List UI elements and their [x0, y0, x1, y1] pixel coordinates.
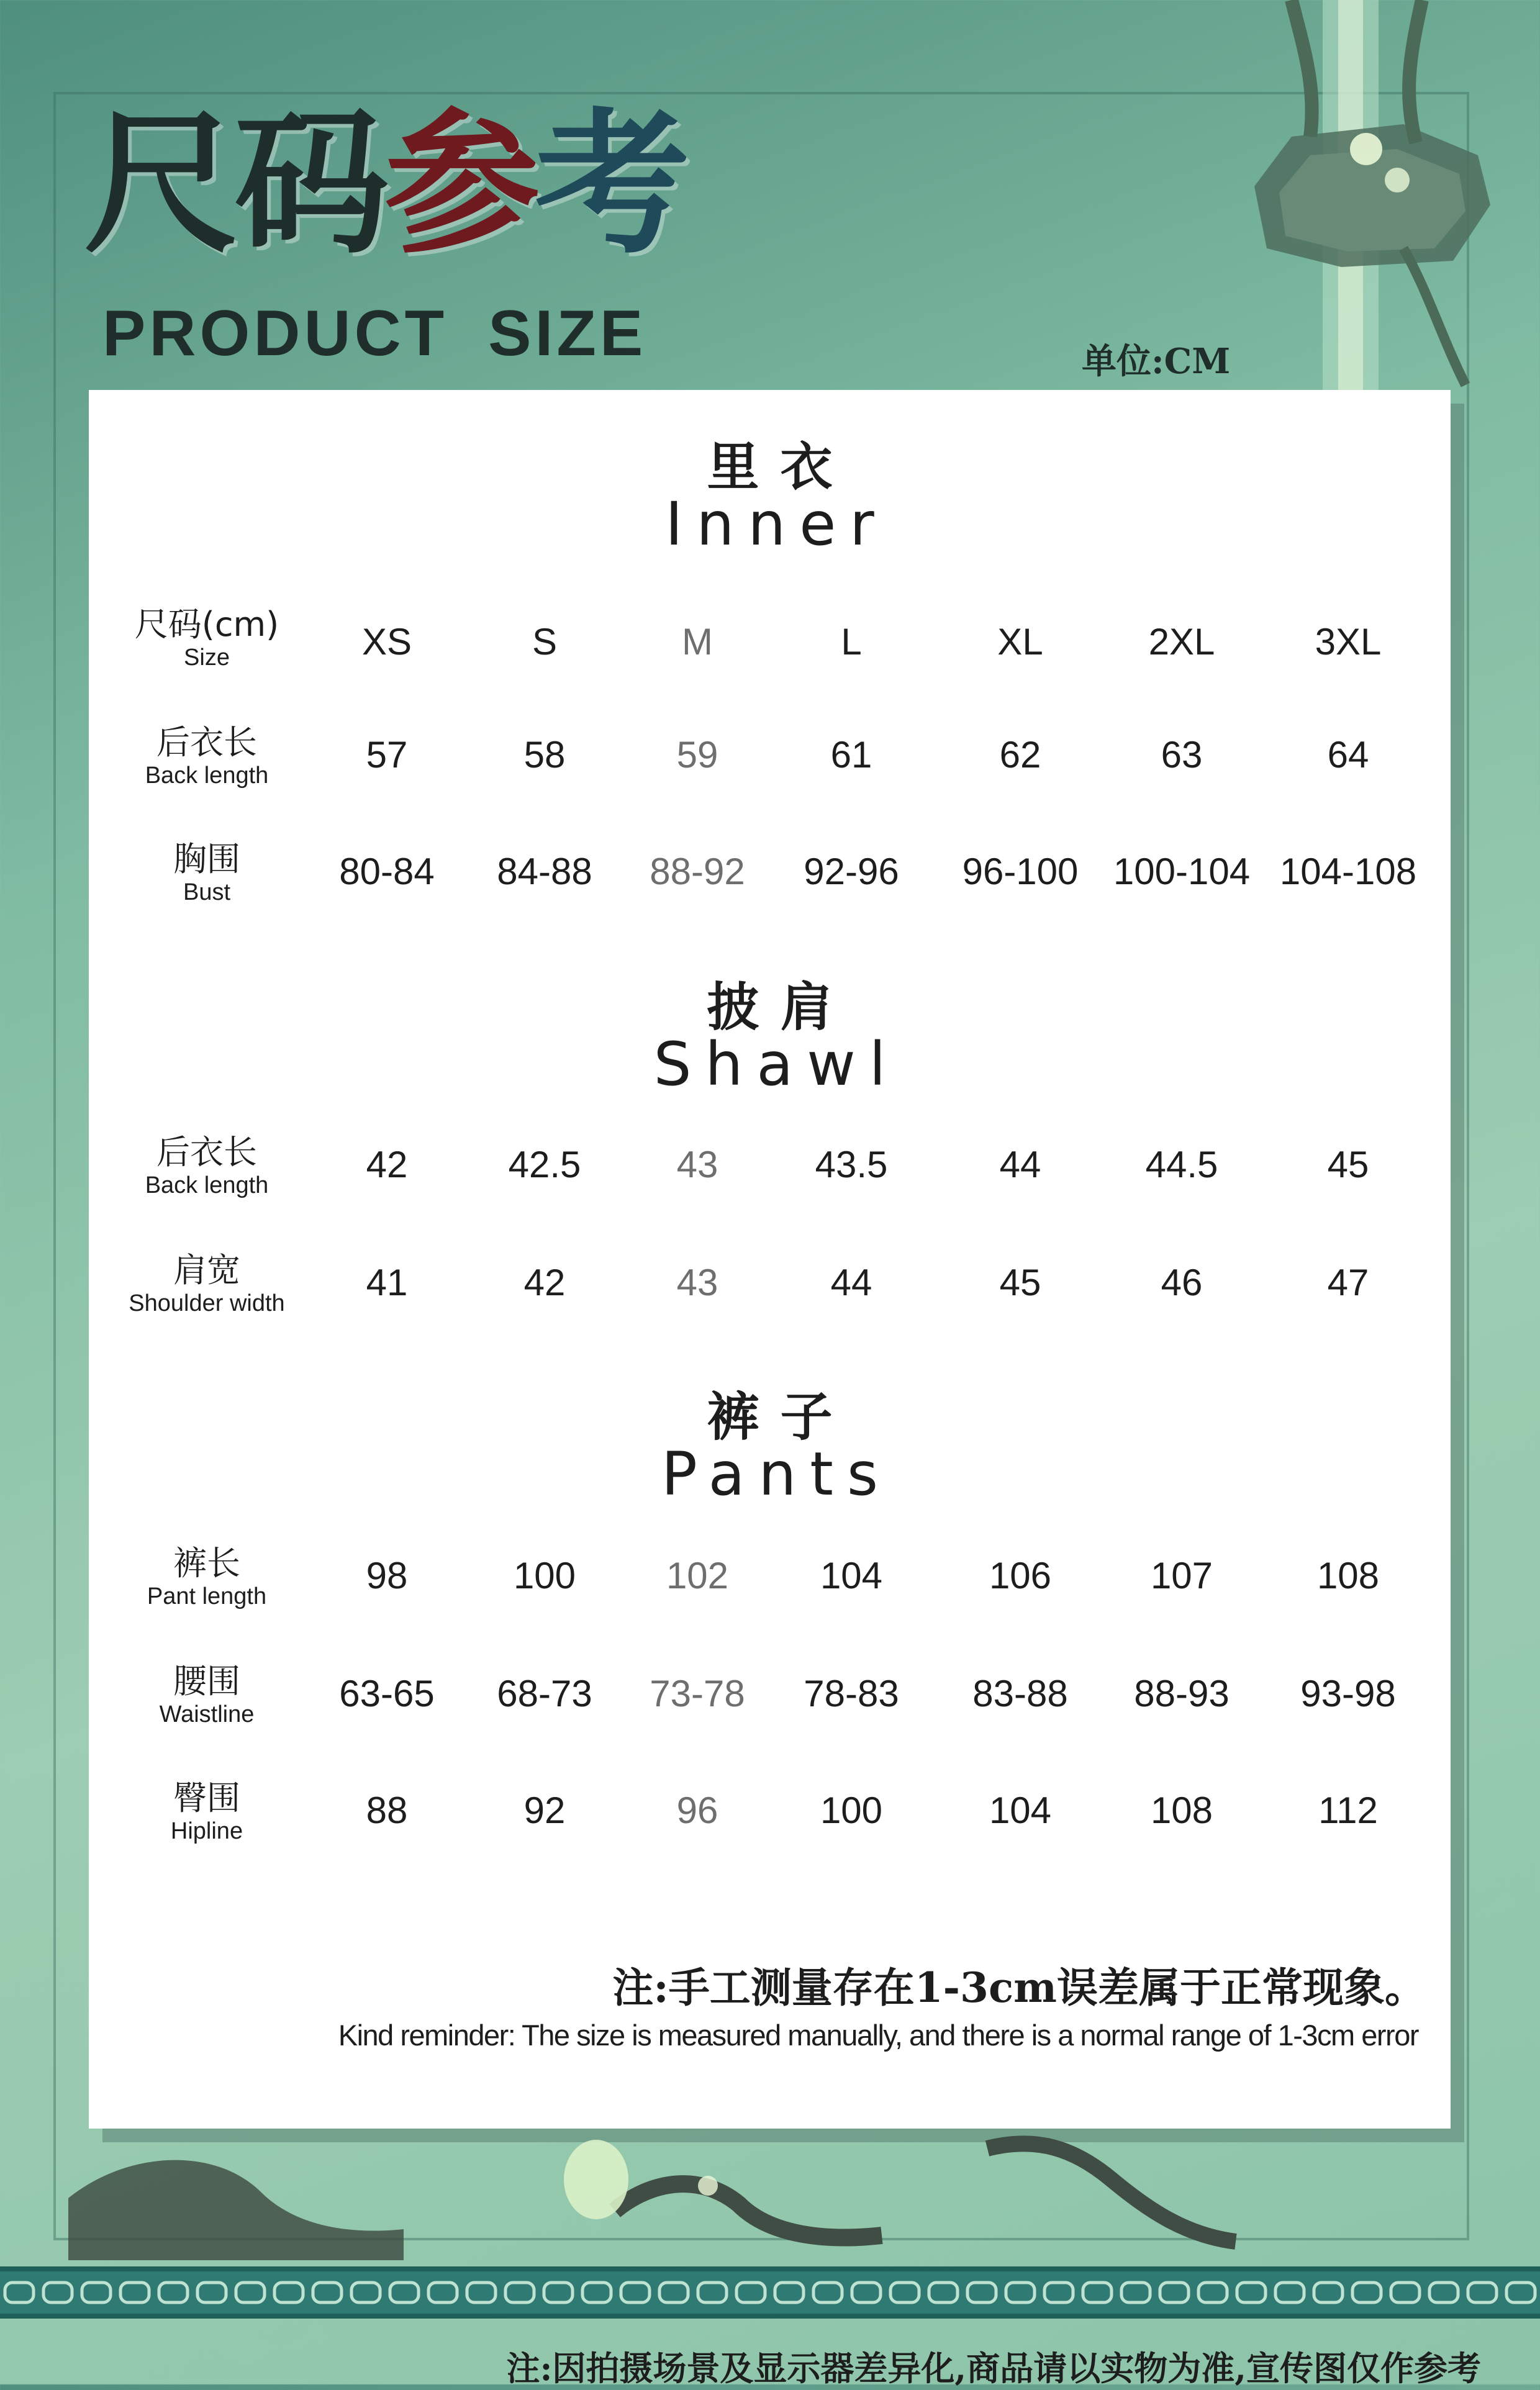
- table-cell: 100: [513, 1555, 576, 1596]
- band-motif: [274, 2283, 303, 2302]
- table-cell: 107: [1150, 1555, 1213, 1596]
- table-cell: 42.5: [508, 1144, 581, 1185]
- band-motif: [967, 2283, 996, 2302]
- band-motif: [659, 2283, 688, 2302]
- table-row: [89, 1135, 1451, 1222]
- row-label-en: Back length: [145, 762, 269, 789]
- band-motif: [1198, 2283, 1227, 2302]
- row-label-cn: 腰围: [173, 1662, 240, 1701]
- table-cell: 68-73: [497, 1673, 592, 1714]
- band-motif: [313, 2283, 342, 2302]
- row-label: [114, 1135, 300, 1201]
- table-cell: 83-88: [972, 1673, 1068, 1714]
- size-header-m: M: [682, 621, 713, 663]
- table-cell: 57: [366, 734, 408, 776]
- band-motif: [236, 2283, 265, 2302]
- band-motif: [852, 2283, 881, 2302]
- table-cell: 44: [830, 1262, 872, 1303]
- band-motif: [120, 2283, 149, 2302]
- table-cell: 44.5: [1145, 1144, 1218, 1185]
- table-cell: 92-96: [804, 851, 899, 892]
- band-motif: [1468, 2283, 1497, 2302]
- row-label-cn: 胸围: [173, 840, 240, 879]
- table-cell: 78-83: [804, 1673, 899, 1714]
- size-header-xl: XL: [997, 621, 1043, 663]
- band-motif: [505, 2283, 534, 2302]
- table-cell: 108: [1316, 1555, 1380, 1596]
- row-label: [114, 842, 300, 908]
- table-row: [89, 1664, 1451, 1751]
- page-title-english: PRODUCT SIZE: [102, 297, 647, 369]
- band-motif: [1006, 2283, 1035, 2302]
- table-cell: 42: [523, 1262, 566, 1303]
- band-motif: [467, 2283, 496, 2302]
- page-title-chinese: [84, 92, 685, 274]
- table-cell: 58: [523, 734, 566, 776]
- table-cell: 104: [989, 1790, 1052, 1831]
- row-label: [114, 1664, 300, 1730]
- footer-disclaimer: 注:因拍摄场景及显示器差异化,商品请以实物为准,宣传图仅作参考: [506, 2348, 1481, 2388]
- row-label: [114, 607, 300, 673]
- band-motif: [159, 2283, 188, 2302]
- row-label-cn: 后衣长: [156, 1133, 257, 1172]
- table-cell: 104: [820, 1555, 883, 1596]
- size-header-xs: XS: [361, 621, 412, 663]
- row-label-en: Pant length: [147, 1583, 267, 1609]
- band-motif: [621, 2283, 650, 2302]
- title-part-2: 参: [384, 92, 535, 274]
- table-cell: 62: [999, 734, 1041, 776]
- title-part-1: 尺码: [84, 92, 384, 274]
- band-motif: [1314, 2283, 1343, 2302]
- band-motif: [890, 2283, 919, 2302]
- band-motif: [351, 2283, 380, 2302]
- table-cell: 43: [676, 1262, 718, 1303]
- measurement-note-en: Kind reminder: The size is measured manually, and there is a normal range of 1-3cm error: [338, 2019, 1418, 2052]
- row-label: [114, 1546, 300, 1612]
- table-cell: 63-65: [339, 1673, 435, 1714]
- band-motif: [1160, 2283, 1189, 2302]
- band-motif: [698, 2283, 727, 2302]
- band-motif: [1391, 2283, 1420, 2302]
- table-cell: 45: [1327, 1144, 1369, 1185]
- table-cell: 44: [999, 1144, 1041, 1185]
- roots-illustration: [56, 2111, 1484, 2273]
- table-cell: 61: [830, 734, 872, 776]
- size-header-s: S: [532, 621, 558, 663]
- table-cell: 100-104: [1113, 851, 1251, 892]
- band-motif: [1121, 2283, 1150, 2302]
- table-cell: 98: [366, 1555, 408, 1596]
- table-cell: 100: [820, 1790, 883, 1831]
- table-row: [89, 842, 1451, 929]
- band-motif: [5, 2283, 34, 2302]
- row-label-en: Shoulder width: [129, 1290, 285, 1316]
- table-cell: 112: [1318, 1790, 1378, 1831]
- section-title-inner: [89, 436, 1451, 559]
- table-cell: 106: [989, 1555, 1052, 1596]
- table-row: [89, 725, 1451, 812]
- table-cell: 41: [366, 1262, 408, 1303]
- band-motif: [813, 2283, 842, 2302]
- row-label: [114, 1778, 300, 1847]
- row-label-en: Hipline: [170, 1817, 243, 1844]
- band-motif: [1506, 2283, 1535, 2302]
- title-part-3: 考: [535, 92, 685, 274]
- section-title-en: Shawl: [653, 1030, 900, 1099]
- row-label: [114, 1253, 300, 1319]
- band-motif: [197, 2283, 226, 2302]
- section-title-pants: [89, 1386, 1451, 1509]
- tower-illustration: [1217, 0, 1515, 397]
- table-row: [89, 1253, 1451, 1340]
- table-cell: 96-100: [962, 851, 1079, 892]
- band-motif: [1237, 2283, 1266, 2302]
- section-title-en: Inner: [665, 489, 888, 559]
- section-title-cn: 裤子: [707, 1386, 854, 1447]
- row-label: [114, 725, 300, 791]
- row-label-en: Size: [184, 644, 230, 671]
- table-cell: 47: [1327, 1262, 1369, 1303]
- table-cell: 108: [1150, 1790, 1213, 1831]
- section-title-cn: 里衣: [707, 436, 854, 497]
- table-cell: 43: [676, 1144, 718, 1185]
- row-label-en: Waistline: [159, 1701, 255, 1727]
- band-motif: [1429, 2283, 1458, 2302]
- table-cell: 92: [523, 1790, 566, 1831]
- band-motif: [1083, 2283, 1112, 2302]
- row-label-cn: 肩宽: [173, 1251, 240, 1290]
- table-cell: 63: [1161, 734, 1203, 776]
- size-header-3xl: 3XL: [1315, 621, 1382, 663]
- band-motif: [82, 2283, 111, 2302]
- table-cell: 45: [999, 1262, 1041, 1303]
- measurement-note-cn: 注:手工测量存在1-3cm误差属于正常现象。: [612, 1963, 1426, 2012]
- table-cell: 84-88: [497, 851, 592, 892]
- band-motif: [1352, 2283, 1381, 2302]
- table-cell: 104-108: [1279, 851, 1417, 892]
- section-title-cn: 披肩: [707, 976, 854, 1038]
- row-label-cn: 尺码(cm): [134, 605, 279, 644]
- table-cell: 42: [366, 1144, 408, 1185]
- table-cell: 73-78: [650, 1673, 745, 1714]
- decorative-band: [0, 2266, 1540, 2319]
- size-header-row: [89, 607, 1451, 694]
- row-label-cn: 臀围: [173, 1778, 240, 1817]
- table-cell: 46: [1161, 1262, 1203, 1303]
- band-motif: [43, 2283, 72, 2302]
- band-motif: [736, 2283, 765, 2302]
- table-row: [89, 1778, 1451, 1868]
- size-chart-card: [89, 390, 1451, 2129]
- row-label-cn: 裤长: [173, 1544, 240, 1583]
- table-cell: 64: [1327, 734, 1369, 776]
- table-row: [89, 1546, 1451, 1633]
- table-cell: 88-93: [1134, 1673, 1230, 1714]
- row-label-en: Back length: [145, 1172, 269, 1198]
- table-cell: 88-92: [650, 851, 745, 892]
- row-label-en: Bust: [183, 879, 231, 905]
- table-cell: 43.5: [815, 1144, 888, 1185]
- band-motif: [775, 2283, 804, 2302]
- table-cell: 93-98: [1300, 1673, 1396, 1714]
- table-cell: 59: [676, 734, 718, 776]
- unit-label: 单位:CM: [1082, 341, 1231, 382]
- band-motif: [1044, 2283, 1073, 2302]
- section-title-shawl: [89, 976, 1451, 1099]
- size-header-l: L: [841, 621, 862, 663]
- band-motif: [929, 2283, 958, 2302]
- row-label-cn: 后衣长: [156, 723, 257, 762]
- band-motif: [428, 2283, 457, 2302]
- section-title-en: Pants: [661, 1439, 892, 1509]
- table-cell: 96: [676, 1790, 718, 1831]
- table-cell: 102: [666, 1555, 729, 1596]
- band-motif: [544, 2283, 573, 2302]
- band-motif: [582, 2283, 611, 2302]
- band-motif: [1275, 2283, 1304, 2302]
- table-cell: 80-84: [339, 851, 435, 892]
- table-cell: 88: [366, 1790, 408, 1831]
- size-header-2xl: 2XL: [1148, 621, 1215, 663]
- band-motif: [390, 2283, 419, 2302]
